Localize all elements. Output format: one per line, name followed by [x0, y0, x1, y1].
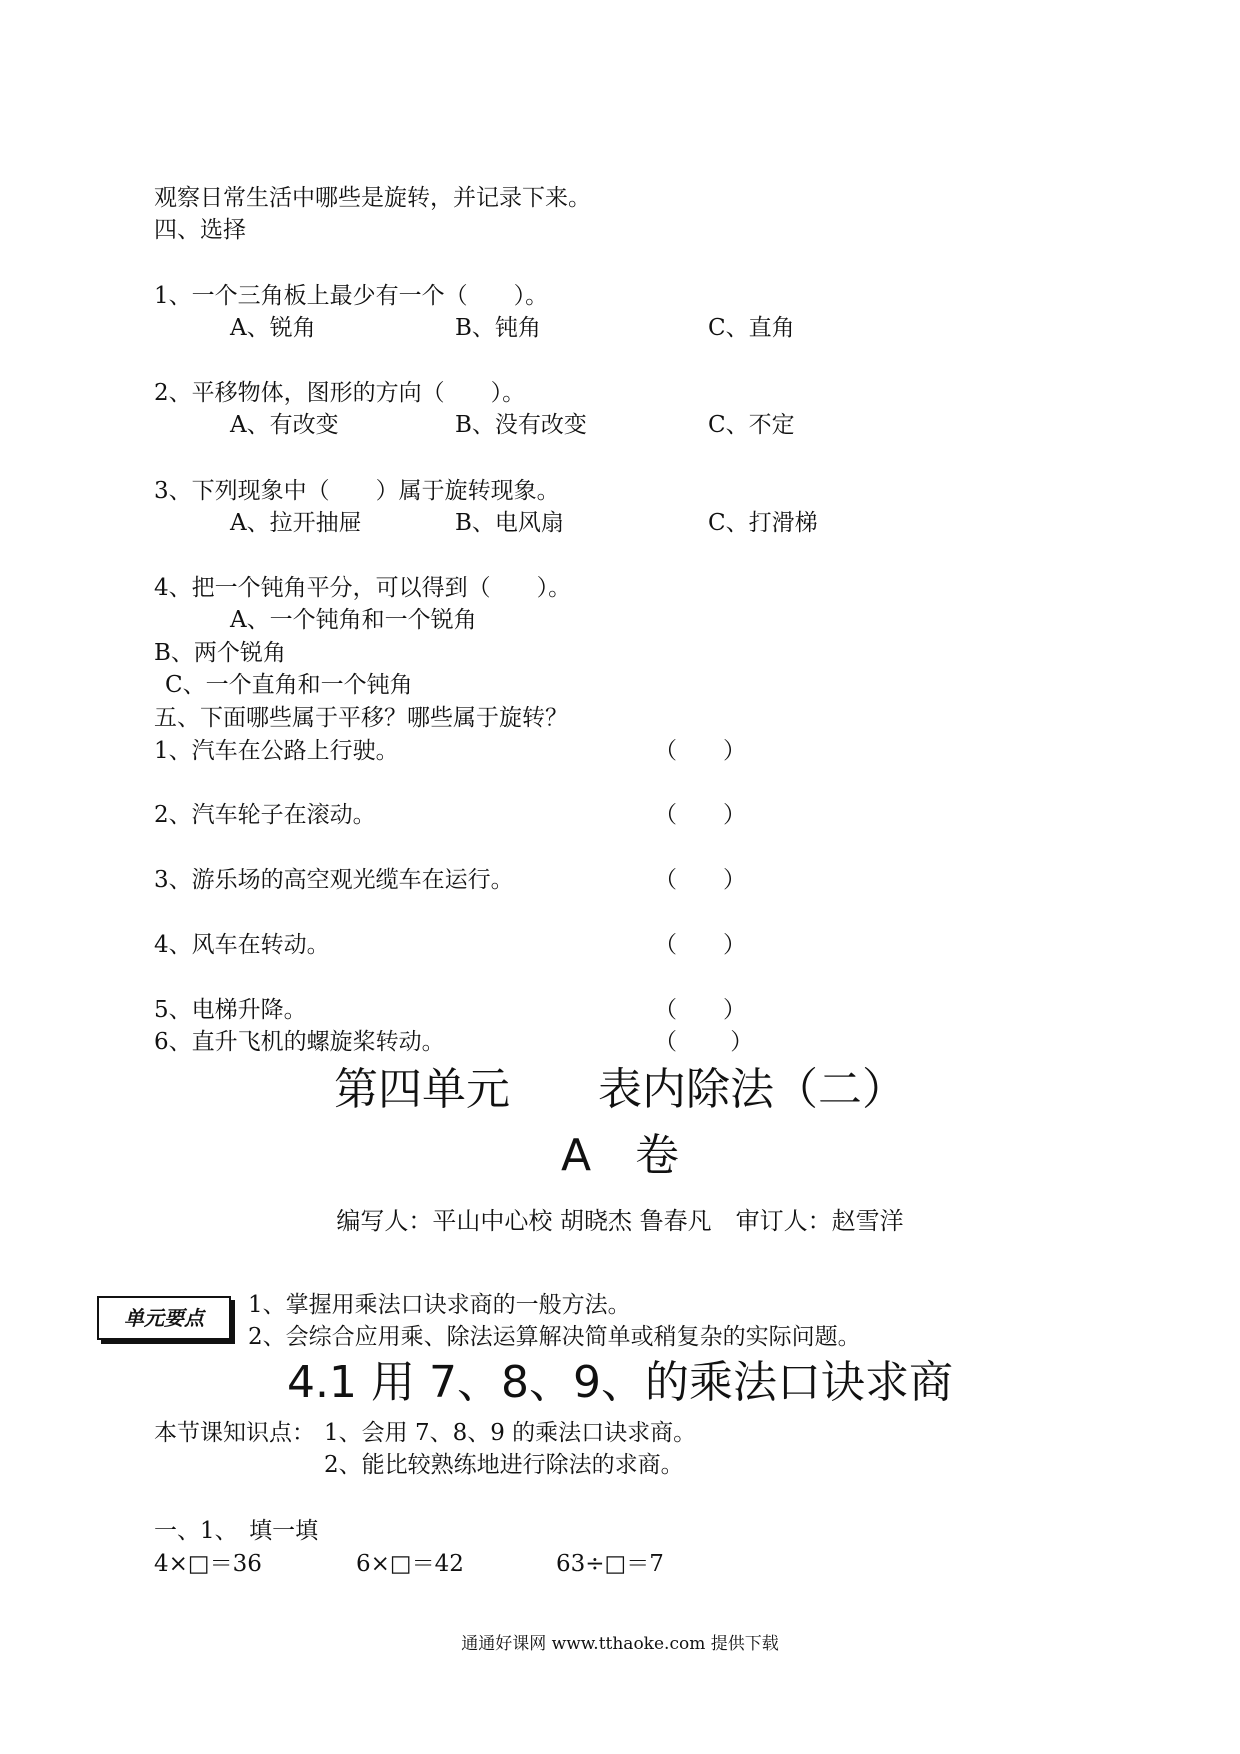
s5-blank-4: （ ） — [654, 932, 746, 958]
knowledge-label: 本节课知识点： — [154, 1420, 315, 1446]
section4-title: 四、选择 — [154, 217, 246, 243]
q4-option-a: A、一个钝角和一个锐角 — [230, 607, 477, 633]
editors-line: 编写人：平山中心校 胡晓杰 鲁春凡 审订人：赵雪洋 — [336, 1207, 904, 1235]
q1-option-c: C、直角 — [708, 315, 795, 341]
knowledge-1: 1、会用 7、8、9 的乘法口诀求商。 — [324, 1420, 697, 1446]
q3-option-c: C、打滑梯 — [708, 510, 818, 536]
s5-item-4: 4、风车在转动。 — [154, 932, 330, 958]
s5-blank-5: （ ） — [654, 997, 746, 1023]
equation-2: 6×□＝42 — [356, 1551, 464, 1577]
equation-1: 4×□＝36 — [154, 1551, 262, 1577]
s5-item-2: 2、汽车轮子在滚动。 — [154, 802, 376, 828]
exercise-title: 一、1、 填一填 — [154, 1518, 319, 1544]
q3-option-a: A、拉开抽屉 — [230, 510, 362, 536]
s5-item-3: 3、游乐场的高空观光缆车在运行。 — [154, 867, 514, 893]
q2-option-b: B、没有改变 — [455, 412, 587, 438]
intro-line: 观察日常生活中哪些是旋转，并记录下来。 — [154, 185, 591, 211]
volume-title: A 卷 — [560, 1130, 680, 1181]
footer-credit: 通通好课网 www.tthaoke.com 提供下载 — [461, 1634, 779, 1654]
s5-item-5: 5、电梯升降。 — [154, 997, 307, 1023]
knowledge-2: 2、能比较熟练地进行除法的求商。 — [324, 1452, 684, 1478]
q1-option-b: B、钝角 — [455, 315, 541, 341]
s5-blank-1: （ ） — [654, 738, 746, 764]
section5-title: 五、下面哪些属于平移？哪些属于旋转？ — [154, 705, 568, 731]
unit-title: 第四单元 表内除法（二） — [334, 1064, 906, 1115]
unit-key-points-label: 单元要点 — [97, 1296, 231, 1340]
q4-option-c: C、一个直角和一个钝角 — [165, 672, 413, 698]
key-point-2: 2、会综合应用乘、除法运算解决简单或稍复杂的实际问题。 — [248, 1324, 861, 1350]
question-1: 1、一个三角板上最少有一个（ ）。 — [154, 283, 549, 309]
question-3: 3、下列现象中（ ）属于旋转现象。 — [154, 478, 560, 504]
lesson-title: 4.1 用 7、8、9、的乘法口诀求商 — [287, 1357, 953, 1408]
question-2: 2、平移物体，图形的方向（ ）。 — [154, 380, 526, 406]
s5-item-6: 6、直升飞机的螺旋桨转动。 — [154, 1029, 445, 1055]
key-point-1: 1、掌握用乘法口诀求商的一般方法。 — [248, 1292, 631, 1318]
question-4: 4、把一个钝角平分，可以得到（ ）。 — [154, 575, 572, 601]
q2-option-a: A、有改变 — [230, 412, 339, 438]
q4-option-b: B、两个锐角 — [154, 640, 286, 666]
q3-option-b: B、电风扇 — [455, 510, 564, 536]
s5-blank-6: （ ） — [654, 1029, 754, 1055]
s5-blank-3: （ ） — [654, 867, 746, 893]
s5-blank-2: （ ） — [654, 802, 746, 828]
q2-option-c: C、不定 — [708, 412, 795, 438]
equation-3: 63÷□＝7 — [556, 1551, 664, 1577]
s5-item-1: 1、汽车在公路上行驶。 — [154, 738, 399, 764]
q1-option-a: A、锐角 — [230, 315, 316, 341]
